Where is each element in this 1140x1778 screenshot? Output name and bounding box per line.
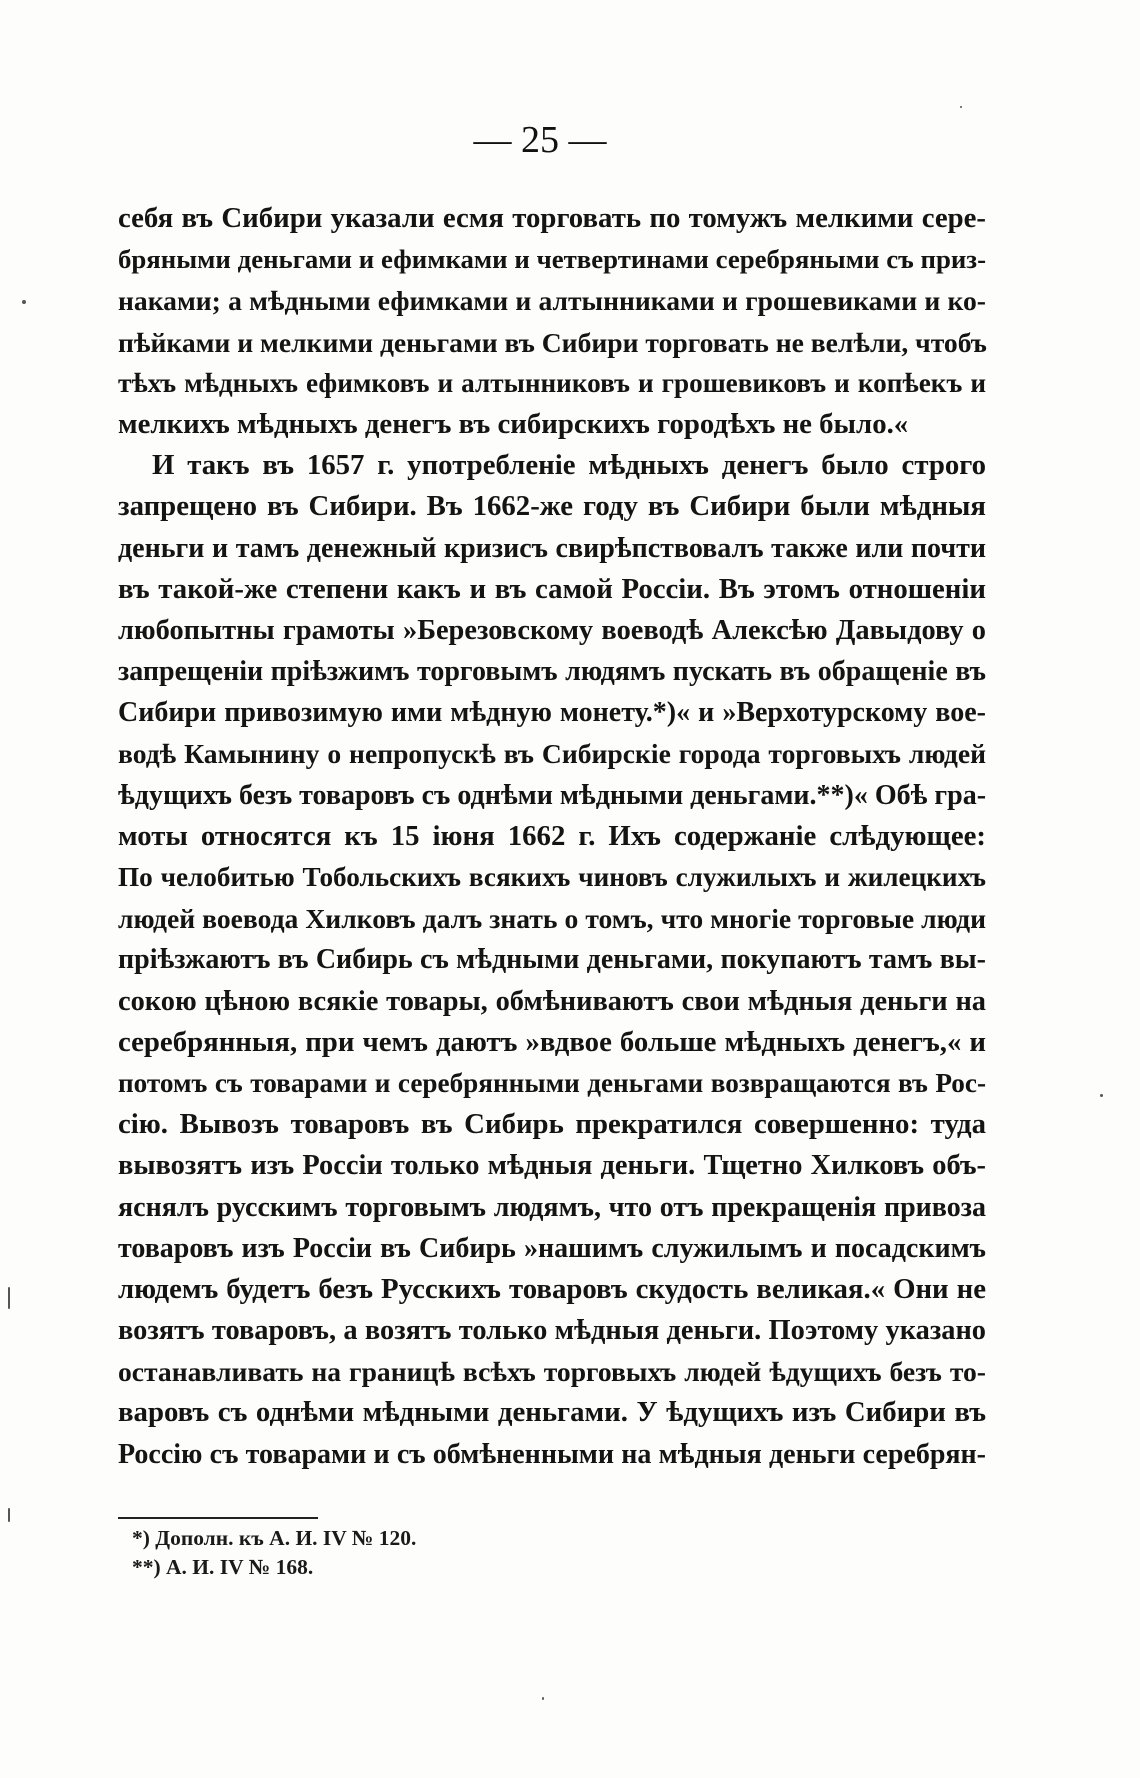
text-line: людей воевода Хилковъ далъ знать о томъ, что многіе торговые люди xyxy=(118,903,986,935)
text-line: наками; а мѣдными ефимками и алтынниками и грошевиками и ко- xyxy=(118,285,986,317)
scan-speck xyxy=(8,1287,10,1309)
scan-speck xyxy=(960,106,962,108)
text-line: мелкихъ мѣдныхъ денегъ въ сибирскихъ городѣхъ не было.« xyxy=(118,407,909,440)
text-line: любопытны грамоты »Березовскому воеводѣ Алексѣю Давыдову о xyxy=(118,614,986,646)
paragraph-start-line: И такъ въ 1657 г. употребленіе мѣдныхъ денегъ было строго xyxy=(152,449,986,482)
text-line: Сибири привозимую ими мѣдную монету.*)« и »Верхотурскому вое- xyxy=(118,697,986,729)
footnote-1: *) Дополн. къ А. И. IV № 120. xyxy=(132,1526,417,1550)
text-line: потомъ съ товарами и серебрянными деньгами возвращаются въ Рос- xyxy=(118,1067,986,1098)
text-line: товаровъ изъ Россіи въ Сибирь »нашимъ служилымъ и посадскимъ xyxy=(118,1232,986,1264)
footnote-divider xyxy=(118,1517,318,1519)
text-line: запрещено въ Сибири. Въ 1662-же году въ Сибири были мѣдныя xyxy=(118,490,986,523)
text-line: ѣдущихъ безъ товаровъ съ однѣми мѣдными деньгами.**)« Обѣ гра- xyxy=(118,779,987,811)
text-line: пріѣзжаютъ въ Сибирь съ мѣдными деньгами, покупаютъ тамъ вы- xyxy=(118,944,986,976)
text-line: тѣхъ мѣдныхъ ефимковъ и алтынниковъ и грошевиковъ и копѣекъ и xyxy=(118,367,986,398)
text-line: пѣйками и мелкими деньгами въ Сибири торговать не велѣли, чтобъ xyxy=(118,326,987,358)
scan-speck xyxy=(542,1697,544,1700)
text-line: варовъ съ однѣми мѣдными деньгами. У ѣдущихъ изъ Сибири въ xyxy=(118,1396,986,1429)
text-line: деньги и тамъ денежный кризисъ свирѣпствовалъ также или почти xyxy=(118,532,986,564)
footnote-2: **) А. И. IV № 168. xyxy=(132,1555,314,1579)
text-line: останавливать на границѣ всѣхъ торговыхъ людей ѣдущихъ безъ то- xyxy=(118,1356,986,1388)
text-line: сокою цѣною всякіе товары, обмѣниваютъ свои мѣдныя деньги на xyxy=(118,985,986,1017)
text-line: яснялъ русскимъ торговымъ людямъ, что отъ прекращенія привоза xyxy=(118,1191,986,1223)
scan-speck xyxy=(8,1508,10,1522)
scan-speck xyxy=(1100,1094,1103,1097)
text-line: водѣ Камынину о непропускѣ въ Сибирскіе города торговыхъ людей xyxy=(118,738,986,770)
text-line: сію. Вывозъ товаровъ въ Сибирь прекратился совершенно: туда xyxy=(118,1108,986,1141)
page-number: — 25 — xyxy=(473,119,607,161)
text-line: вывозятъ изъ Россіи только мѣдныя деньги. Тщетно Хилковъ объ- xyxy=(118,1150,986,1182)
text-line: По челобитью Тобольскихъ всякихъ чиновъ служилыхъ и жилецкихъ xyxy=(118,862,986,892)
text-line: людемъ будетъ безъ Русскихъ товаровъ скудость великая.« Они не xyxy=(118,1272,986,1305)
body-text xyxy=(118,198,986,1475)
text-line: запрещеніи пріѣзжимъ торговымъ людямъ пускать въ обращеніе въ xyxy=(118,656,986,688)
text-line: моты относятся къ 15 іюня 1662 г. Ихъ содержаніе слѣдующее: xyxy=(118,819,986,852)
text-line: серебрянныя, при чемъ даютъ »вдвое больше мѣдныхъ денегъ,« и xyxy=(118,1025,986,1058)
text-line: бряными деньгами и ефимками и четвертинами серебряными съ приз- xyxy=(118,244,986,275)
text-line: Россію съ товарами и съ обмѣненными на мѣдныя деньги серебрян- xyxy=(118,1438,986,1470)
scan-speck xyxy=(22,300,26,304)
text-line: себя въ Сибири указали есмя торговать по томужъ мелкими сере- xyxy=(118,202,986,234)
text-line: въ такой-же степени какъ и въ самой Россіи. Въ этомъ отношеніи xyxy=(118,572,986,605)
footnotes xyxy=(132,1524,416,1582)
text-line: возятъ товаровъ, а возятъ только мѣдныя деньги. Поэтому указано xyxy=(118,1315,986,1347)
